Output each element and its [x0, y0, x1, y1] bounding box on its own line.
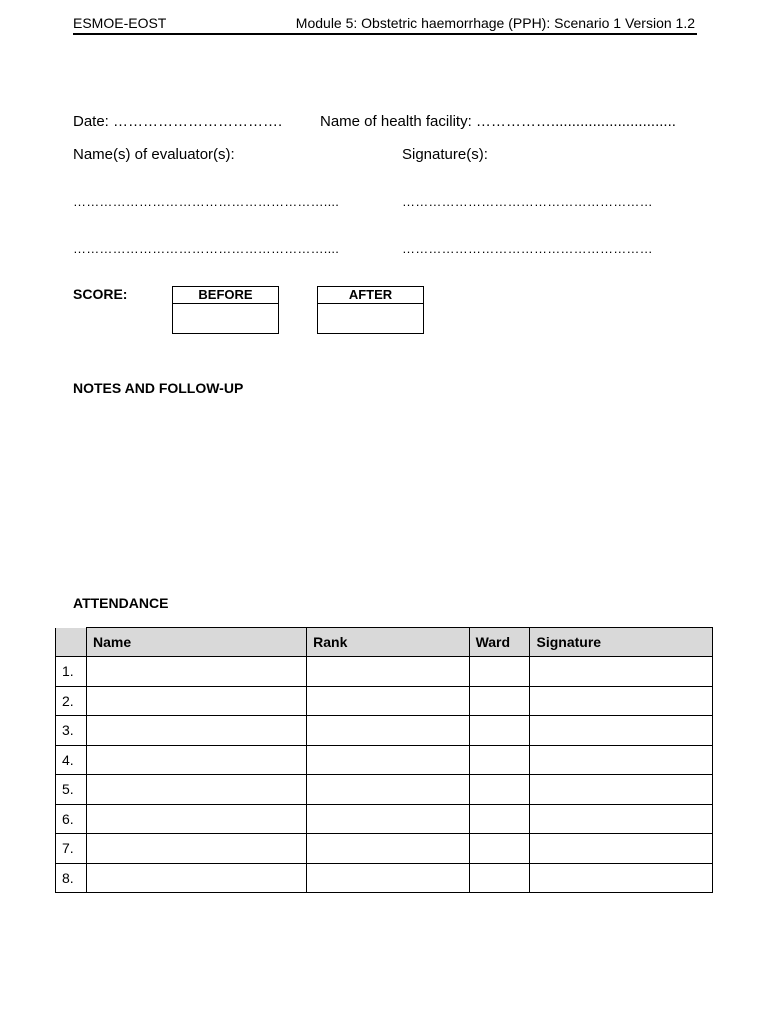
attendance-table: [55, 627, 713, 893]
signatures-label: Signature(s):: [402, 146, 488, 163]
table-row: [56, 834, 713, 864]
ward-cell[interactable]: [469, 863, 530, 893]
table-row: [56, 686, 713, 716]
signature-line-2[interactable]: …………………………………………………: [402, 241, 653, 256]
signature-cell[interactable]: [530, 657, 713, 687]
row-number: 6.: [56, 804, 87, 834]
row-number: 4.: [56, 745, 87, 775]
header-module-title: Module 5: Obstetric haemorrhage (PPH): Scenario 1 Version 1.2: [295, 15, 695, 31]
signature-cell[interactable]: [530, 804, 713, 834]
ward-cell[interactable]: [469, 775, 530, 805]
table-row: [56, 657, 713, 687]
rank-cell[interactable]: [307, 686, 469, 716]
signature-cell[interactable]: [530, 834, 713, 864]
row-number: 1.: [56, 657, 87, 687]
name-cell[interactable]: [86, 775, 306, 805]
row-number: 7.: [56, 834, 87, 864]
column-signature: Signature: [530, 628, 713, 657]
signature-cell[interactable]: [530, 716, 713, 746]
name-cell[interactable]: [86, 716, 306, 746]
ward-cell[interactable]: [469, 716, 530, 746]
signature-cell[interactable]: [530, 863, 713, 893]
rank-cell[interactable]: [307, 834, 469, 864]
name-cell[interactable]: [86, 834, 306, 864]
date-field[interactable]: Date: …………………………….: [73, 113, 283, 130]
row-number: 3.: [56, 716, 87, 746]
signature-cell[interactable]: [530, 775, 713, 805]
header-divider: [73, 33, 697, 35]
evaluator-line-1[interactable]: …………………………………………………....: [73, 194, 340, 209]
rank-cell[interactable]: [307, 804, 469, 834]
score-before-box[interactable]: [172, 286, 279, 334]
attendance-header-row: [56, 628, 713, 657]
name-cell[interactable]: [86, 657, 306, 687]
table-row: [56, 716, 713, 746]
column-number: [56, 628, 87, 657]
name-cell[interactable]: [86, 745, 306, 775]
score-after-header: AFTER: [318, 287, 423, 304]
column-ward: Ward: [469, 628, 530, 657]
rank-cell[interactable]: [307, 657, 469, 687]
score-before-header: BEFORE: [173, 287, 278, 304]
name-cell[interactable]: [86, 686, 306, 716]
table-row: [56, 775, 713, 805]
column-rank: Rank: [307, 628, 469, 657]
ward-cell[interactable]: [469, 745, 530, 775]
table-row: [56, 863, 713, 893]
ward-cell[interactable]: [469, 686, 530, 716]
attendance-heading: ATTENDANCE: [73, 595, 169, 611]
table-row: [56, 745, 713, 775]
health-facility-field[interactable]: Name of health facility: ……………..............................: [320, 113, 676, 130]
score-label: SCORE:: [73, 286, 128, 302]
header-module-code: ESMOE-EOST: [73, 15, 167, 31]
evaluators-label: Name(s) of evaluator(s):: [73, 146, 235, 163]
ward-cell[interactable]: [469, 804, 530, 834]
row-number: 5.: [56, 775, 87, 805]
ward-cell[interactable]: [469, 834, 530, 864]
column-name: Name: [86, 628, 306, 657]
row-number: 8.: [56, 863, 87, 893]
score-after-box[interactable]: [317, 286, 424, 334]
name-cell[interactable]: [86, 863, 306, 893]
evaluator-line-2[interactable]: …………………………………………………....: [73, 241, 340, 256]
name-cell[interactable]: [86, 804, 306, 834]
signature-cell[interactable]: [530, 745, 713, 775]
rank-cell[interactable]: [307, 716, 469, 746]
rank-cell[interactable]: [307, 745, 469, 775]
table-row: [56, 804, 713, 834]
rank-cell[interactable]: [307, 863, 469, 893]
signature-cell[interactable]: [530, 686, 713, 716]
row-number: 2.: [56, 686, 87, 716]
notes-heading: NOTES AND FOLLOW-UP: [73, 380, 244, 396]
ward-cell[interactable]: [469, 657, 530, 687]
signature-line-1[interactable]: …………………………………………………: [402, 194, 653, 209]
rank-cell[interactable]: [307, 775, 469, 805]
